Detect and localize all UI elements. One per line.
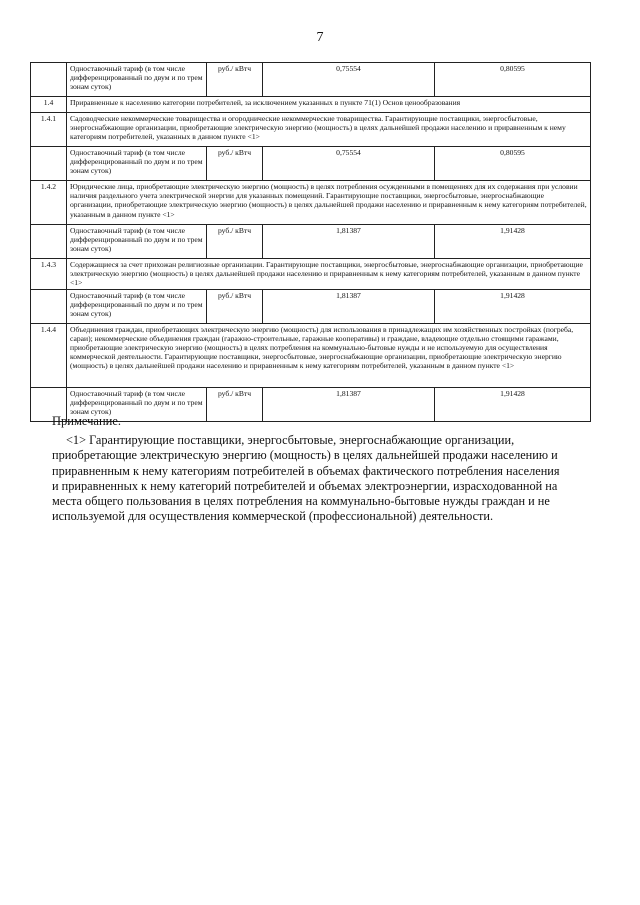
row-number: 1.4.1 (31, 113, 67, 147)
category-description: Содержащиеся за счет прихожан религиозные организации. Гарантирующие поставщики, энергосбытовые, энергоснабжающие организации, приобретающие электрическую энергию (мощность) в целях дальнейшей продажи населению и приравненным к нему категориям потребителей, указанным в данном пункте <1> (67, 259, 591, 290)
row-number: 1.4 (31, 97, 67, 113)
tariff-row (31, 289, 591, 323)
tariff-row (31, 225, 591, 259)
tariff-value-second-half: 1,91428 (435, 225, 591, 259)
category-description: Садоводческие некоммерческие товарищества и огороднические некоммерческие товарищества. Гарантирующие поставщики, энергосбытовые, энергоснабжающие организации, приобретающие электрическую энергию (мощность) в целях дальнейшей продажи населению и приравненным к нему категориям потребителей, указанных в данном пункте <1> (67, 113, 591, 147)
category-row (31, 323, 591, 387)
tariff-value-first-half: 1,81387 (263, 387, 435, 421)
row-number: 1.4.2 (31, 181, 67, 225)
tariff-label: Одноставочный тариф (в том числе дифференцированный по двум и по трем зонам суток) (67, 387, 207, 421)
tariff-label: Одноставочный тариф (в том числе дифференцированный по двум и по трем зонам суток) (67, 147, 207, 181)
row-number-cell (31, 225, 67, 259)
category-row (31, 259, 591, 290)
tariff-label: Одноставочный тариф (в том числе дифференцированный по двум и по трем зонам суток) (67, 289, 207, 323)
tariff-value-first-half: 1,81387 (263, 225, 435, 259)
row-number-cell (31, 289, 67, 323)
category-row (31, 113, 591, 147)
unit-cell: руб./ кВтч (207, 147, 263, 181)
tariff-value-first-half: 1,81387 (263, 289, 435, 323)
row-number-cell (31, 63, 67, 97)
unit-cell: руб./ кВтч (207, 387, 263, 421)
unit-cell: руб./ кВтч (207, 63, 263, 97)
row-number: 1.4.3 (31, 259, 67, 290)
category-description: Юридические лица, приобретающие электрическую энергию (мощность) в целях потребления осужденными в помещениях для их содержания при условии наличия раздельного учета электрической энергии для указанных помещений. Гарантирующие поставщики, энергосбытовые, энергоснабжающие организации, приобретающие электрическую энергию (мощность) в целях дальнейшей продажи населению и приравненным к нему категориям потребителей, указанным в данном пункте <1> (67, 181, 591, 225)
tariff-row (31, 147, 591, 181)
tariff-value-first-half: 0,75554 (263, 63, 435, 97)
category-row (31, 97, 591, 113)
note-title: Примечание. (52, 414, 122, 428)
tariff-value-first-half: 0,75554 (263, 147, 435, 181)
category-row (31, 181, 591, 225)
tariff-value-second-half: 1,91428 (435, 387, 591, 421)
category-description: Объединения граждан, приобретающих электрическую энергию (мощность) для использования в принадлежащих им хозяйственных постройках (погреба, сараи); некоммерческие объединения граждан (гаражно-строительные, гаражные кооперативы) и граждане, владеющие отдельно стоящими гаражами, приобретающие электрическую энергию (мощность) в целях потребления на коммунально-бытовые нужды и не используемую для осуществления коммерческой деятельности. Гарантирующие поставщики, энергосбытовые, энергоснабжающие организации, приобретающие электрическую энергию (мощность) в целях дальнейшей продажи населению и приравненным к нему категориям потребителей, указанным в данном пункте <1> (67, 323, 591, 387)
tariff-table (30, 62, 591, 422)
tariff-value-second-half: 0,80595 (435, 63, 591, 97)
category-description: Приравненные к населению категории потребителей, за исключением указанных в пункте 71(1) Основ ценообразования (67, 97, 591, 113)
unit-cell: руб./ кВтч (207, 225, 263, 259)
tariff-value-second-half: 1,91428 (435, 289, 591, 323)
tariff-row (31, 63, 591, 97)
tariff-label: Одноставочный тариф (в том числе дифференцированный по двум и по трем зонам суток) (67, 225, 207, 259)
note-text: <1> Гарантирующие поставщики, энергосбытовые, энергоснабжающие организации, приобретающие электрическую энергию (мощность) в целях дальнейшей продажи населению и приравненным к нему категориям потребителей в объемах фактического потребления населения и приравненных к нему категорий потребителей и объемах электроэнергии, израсходованной на места общего пользования в целях потребления на коммунально-бытовые нужды граждан и не используемой для осуществления коммерческой (профессиональной) деятельности. (52, 433, 560, 524)
page-number: 7 (316, 30, 324, 45)
tariff-label: Одноставочный тариф (в том числе дифференцированный по двум и по трем зонам суток) (67, 63, 207, 97)
unit-cell: руб./ кВтч (207, 289, 263, 323)
row-number-cell (31, 147, 67, 181)
row-number: 1.4.4 (31, 323, 67, 387)
tariff-value-second-half: 0,80595 (435, 147, 591, 181)
